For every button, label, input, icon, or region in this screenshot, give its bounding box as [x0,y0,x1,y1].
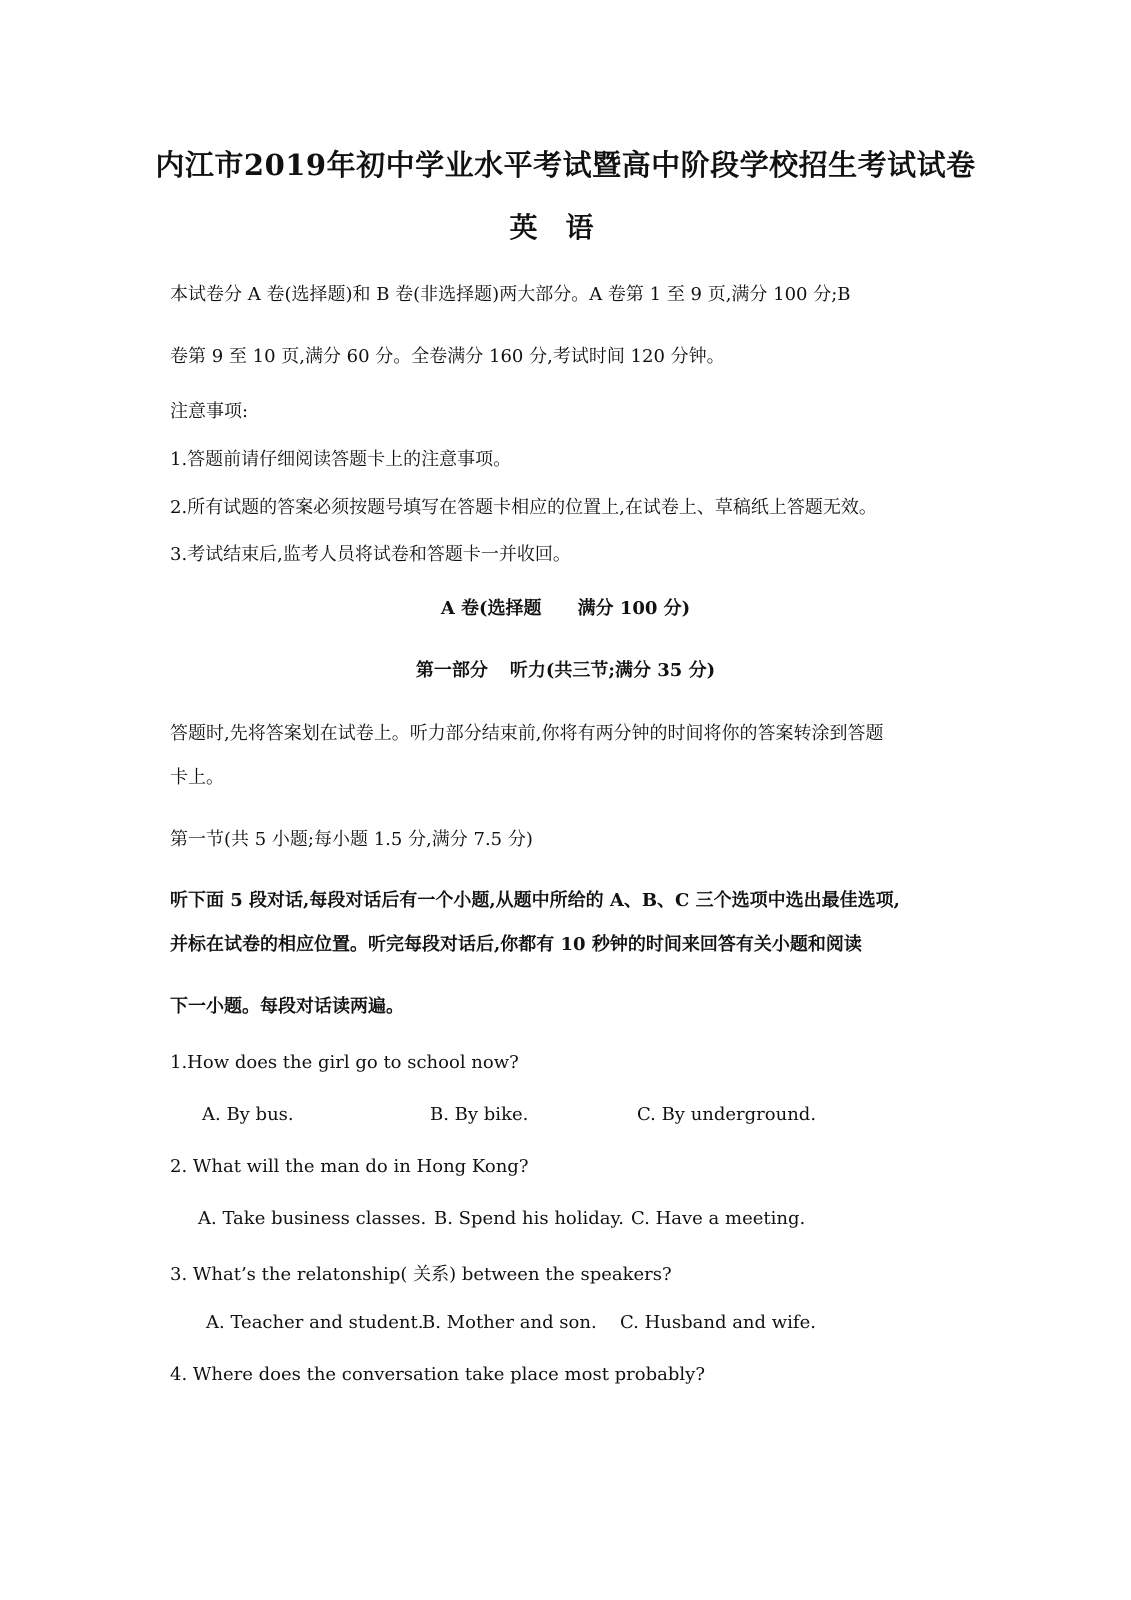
intro-line-1: 本试卷分 A 卷(选择题)和 B 卷(非选择题)两大部分。A 卷第 1 至 9 页,满分 100 分;B [170,284,851,305]
question-3-option-b: B. Mother and son. [422,1312,597,1333]
question-stem-2: 2. What will the man do in Hong Kong? [170,1156,529,1177]
question-2-option-a: A. Take business classes. [198,1208,427,1229]
subject-title: 英语 [509,211,622,244]
volume-a-heading [0,594,1131,620]
listening-instruction-line-1: 答题时,先将答案划在试卷上。听力部分结束前,你将有两分钟的时间将你的答案转涂到答题 [170,723,884,744]
listening-instruction-line-2: 卡上。 [170,767,224,788]
part-one-label: 第一部分 [415,660,488,681]
question-3-option-a: A. Teacher and student. [206,1312,424,1333]
note-item: 1.答题前请仔细阅读答题卡上的注意事项。 [170,449,512,470]
section-one-instruction-line: 听下面 5 段对话,每段对话后有一个小题,从题中所给的 A、B、C 三个选项中选出最佳选项, [170,890,900,911]
notes-heading: 注意事项: [170,401,249,422]
question-1-option-b: B. By bike. [430,1104,529,1125]
volume-a-label: A 卷(选择题 [440,598,542,619]
question-2-option-b: B. Spend his holiday. [434,1208,625,1229]
question-stem-4: 4. Where does the conversation take place most probably? [170,1364,705,1385]
section-one-heading: 第一节(共 5 小题;每小题 1.5 分,满分 7.5 分) [170,829,533,850]
question-stem-3: 3. What’s the relatonship( 关系) between the speakers? [170,1264,672,1285]
part-one-heading [0,656,1131,682]
question-2-option-c: C. Have a meeting. [631,1208,806,1229]
note-item: 3.考试结束后,监考人员将试卷和答题卡一并收回。 [170,544,571,565]
section-one-instruction-line: 并标在试卷的相应位置。听完每段对话后,你都有 10 秒钟的时间来回答有关小题和阅读 [170,934,862,955]
volume-a-score: 满分 100 分) [577,598,691,619]
part-one-title: 听力(共三节;满分 35 分) [509,660,716,681]
section-one-instruction-line: 下一小题。每段对话读两遍。 [170,996,404,1017]
note-item: 2.所有试题的答案必须按题号填写在答题卡相应的位置上,在试卷上、草稿纸上答题无效。 [170,497,877,518]
question-1-option-c: C. By underground. [637,1104,817,1125]
question-stem-1: 1.How does the girl go to school now? [170,1052,519,1073]
question-1-option-a: A. By bus. [202,1104,294,1125]
intro-line-2: 卷第 9 至 10 页,满分 60 分。全卷满分 160 分,考试时间 120 分钟。 [170,346,725,367]
exam-title: 内江市2019年初中学业水平考试暨高中阶段学校招生考试试卷 [155,148,976,182]
question-3-option-c: C. Husband and wife. [620,1312,816,1333]
